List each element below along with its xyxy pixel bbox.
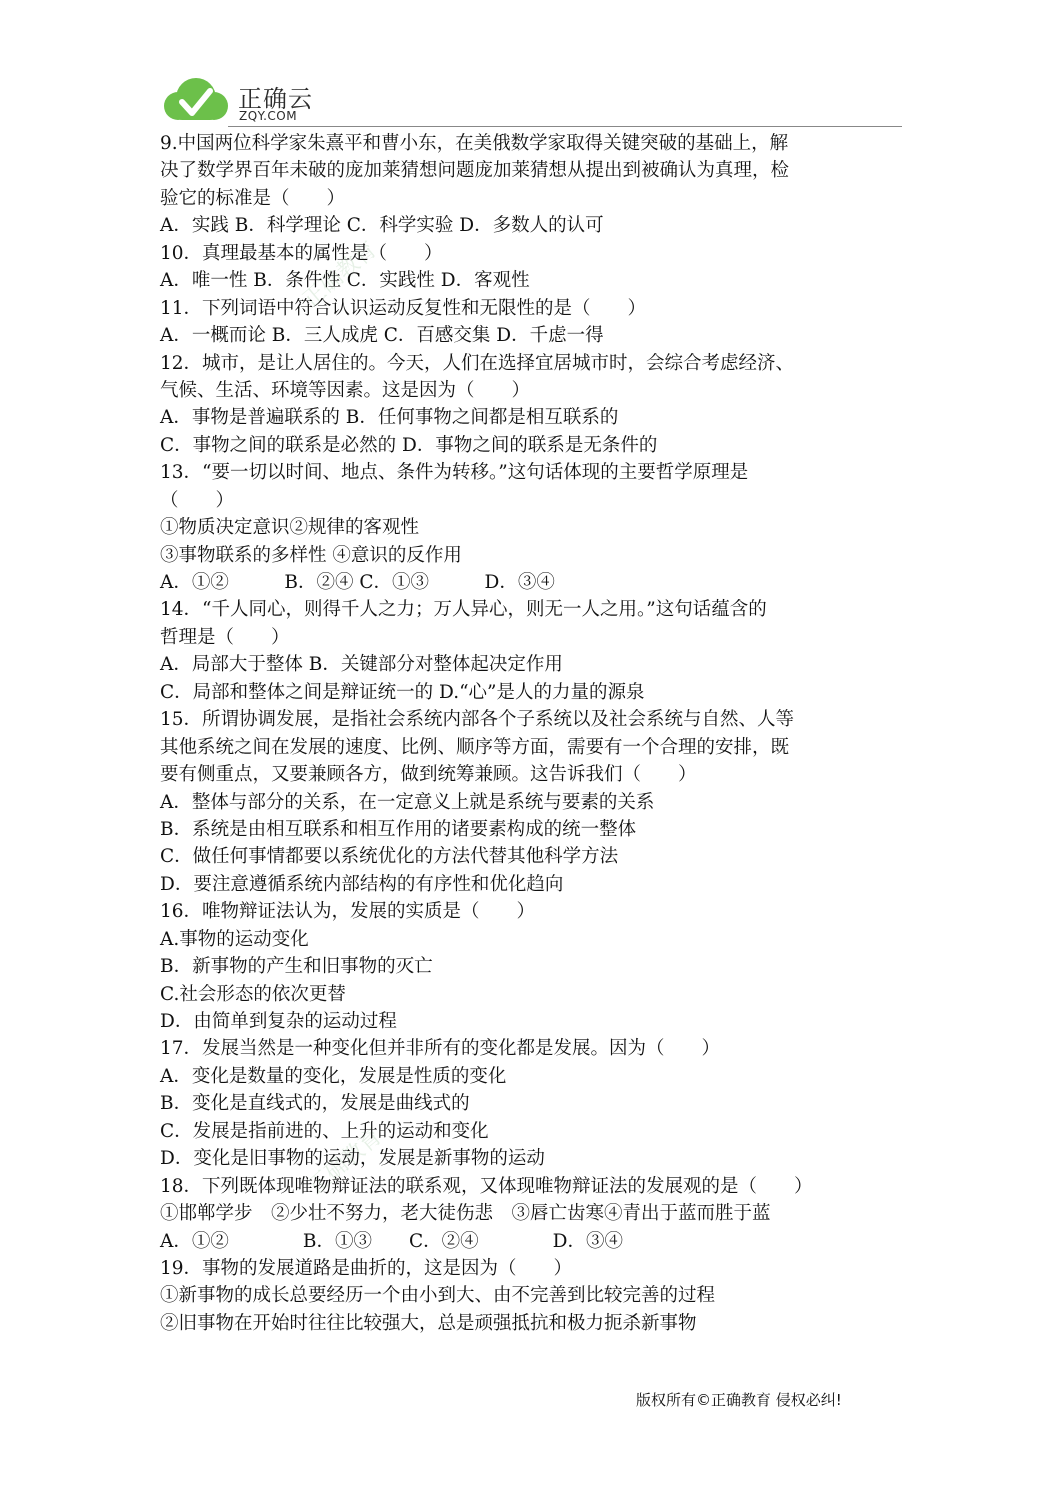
header-divider [228,126,902,127]
text-line: A.事物的运动变化 [160,928,309,950]
watermark: 正确教育 [298,237,383,313]
text-line: A．局部大于整体 B．关键部分对整体起决定作用 [160,654,563,676]
text-line: 气候、生活、环境等因素。这是因为（ ） [160,379,531,401]
text-line: 11．下列词语中符合认识运动反复性和无限性的是（ ） [160,297,647,319]
text-line: B．系统是由相互联系和相互作用的诸要素构成的统一整体 [160,818,637,840]
text-line: A．①② B．②④ C．①③ D．③④ [160,572,555,593]
text-line: 14．“千人同心，则得千人之力；万人异心，则无一人之用。”这句话蕴含的 [160,599,767,621]
text-line: A．唯一性 B．条件性 C．实践性 D．客观性 [160,270,530,292]
cloud-check-icon [158,76,230,126]
text-line: 要有侧重点，又要兼顾各方，做到统筹兼顾。这告诉我们（ ） [160,764,697,786]
text-line: D．要注意遵循系统内部结构的有序性和优化趋向 [160,873,564,895]
text-line: C．发展是指前进的、上升的运动和变化 [160,1120,489,1142]
text-line: 17．发展当然是一种变化但并非所有的变化都是发展。因为（ ） [160,1038,721,1060]
text-line: C．事物之间的联系是必然的 D．事物之间的联系是无条件的 [160,434,658,456]
text-line: 12．城市，是让人居住的。今天，人们在选择宜居城市时，会综合考虑经济、 [160,352,795,374]
text-line: C.社会形态的依次更替 [160,983,346,1005]
text-line: D．由简单到复杂的运动过程 [160,1011,397,1032]
text-line: ①物质决定意识②规律的客观性 [160,517,420,539]
brand-name: 正确云 [238,85,313,113]
text-line: A．①② B．①③ C．②④ D．③④ [160,1230,623,1252]
text-line: A．变化是数量的变化，发展是性质的变化 [160,1065,507,1087]
text-line: 其他系统之间在发展的速度、比例、顺序等方面，需要有一个合理的安排，既 [160,736,790,758]
text-line: 10．真理最基本的属性是（ ） [160,242,443,264]
text-line: 验它的标准是（ ） [160,187,346,209]
text-line: （ ） [160,489,235,511]
text-line: A．整体与部分的关系，在一定意义上就是系统与要素的关系 [160,791,655,813]
text-line: 15．所谓协调发展，是指社会系统内部各个子系统以及社会系统与自然、人等 [160,709,795,731]
text-line: ③事物联系的多样性 ④意识的反作用 [160,544,462,566]
text-line: C．局部和整体之间是辩证统一的 D.“心”是人的力量的源泉 [160,681,645,703]
text-line: B．变化是直线式的，发展是曲线式的 [160,1093,470,1115]
text-line: 9.中国两位科学家朱熹平和曹小东，在美俄数学家取得关键突破的基础上，解 [160,133,789,154]
text-line: 13．“要一切以时间、地点、条件为转移。”这句话体现的主要哲学原理是 [160,462,749,484]
exam-questions [160,130,890,1337]
text-line: 19．事物的发展道路是曲折的，这是因为（ ） [160,1257,573,1279]
text-line: 哲理是（ ） [160,626,290,648]
brand-domain: ZQY.COM [239,109,298,123]
page-header [158,76,902,126]
text-line: ②旧事物在开始时往往比较强大，总是顽强抵抗和极力扼杀新事物 [160,1312,697,1334]
text-line: A．事物是普遍联系的 B．任何事物之间都是相互联系的 [160,407,619,429]
text-line: D．变化是旧事物的运动，发展是新事物的运动 [160,1148,545,1170]
watermark: 正确教育 [303,1124,388,1200]
copyright-notice: 版权所有©正确教育 侵权必纠! [636,1391,842,1409]
text-line: A．实践 B．科学理论 C．科学实验 D．多数人的认可 [160,215,604,237]
text-line: 18．下列既体现唯物辩证法的联系观，又体现唯物辩证法的发展观的是（ ） [160,1175,813,1197]
text-line: ①新事物的成长总要经历一个由小到大、由不完善到比较完善的过程 [160,1285,716,1307]
text-line: 决了数学界百年未破的庞加莱猜想问题庞加莱猜想从提出到被确认为真理，检 [160,160,790,182]
text-line: ①邯郸学步 ②少壮不努力，老大徒伤悲 ③唇亡齿寒④青出于蓝而胜于蓝 [160,1203,771,1225]
text-line: C．做任何事情都要以系统优化的方法代替其他科学方法 [160,846,619,868]
text-line: 16．唯物辩证法认为，发展的实质是（ ） [160,901,536,923]
text-line: B．新事物的产生和旧事物的灭亡 [160,956,433,978]
text-line: A．一概而论 B．三人成虎 C．百感交集 D．千虑一得 [160,325,604,347]
